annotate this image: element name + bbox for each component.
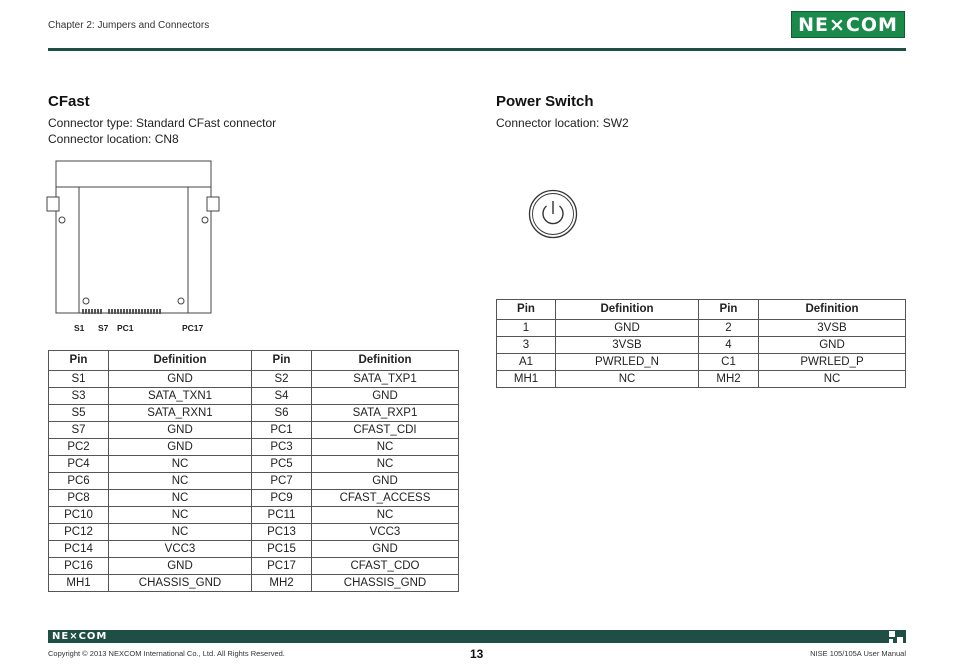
cfast-pin-table [48, 350, 459, 592]
table-header-row [49, 351, 459, 371]
header-definition: Definition [759, 300, 906, 320]
nexcom-logo: NE⨯COM [791, 11, 905, 38]
table-row: MH1 NC MH2 NC [497, 371, 906, 388]
table-header-row [497, 300, 906, 320]
table-row: PC6 NC PC7 GND [49, 473, 459, 490]
header-definition: Definition [312, 351, 459, 371]
header-pin: Pin [497, 300, 556, 320]
power-switch-pin-table [496, 299, 906, 388]
cfast-connector-diagram [40, 156, 220, 336]
power-connector-location: Connector location: SW2 [496, 116, 629, 130]
footer-bar [48, 630, 906, 643]
header-definition: Definition [109, 351, 252, 371]
page-number: 13 [470, 647, 484, 661]
table-row: PC8 NC PC9 CFAST_ACCESS [49, 490, 459, 507]
table-row: PC2 GND PC3 NC [49, 439, 459, 456]
header-pin: Pin [252, 351, 312, 371]
header-pin: Pin [49, 351, 109, 371]
copyright: Copyright © 2013 NEXCOM International Co., Ltd. All Rights Reserved. [48, 649, 285, 658]
chapter-label: Chapter 2: Jumpers and Connectors [48, 20, 210, 31]
label-s1: S1 [74, 323, 85, 333]
table-row: 1 GND 2 3VSB [497, 320, 906, 337]
table-row: A1 PWRLED_N C1 PWRLED_P [497, 354, 906, 371]
table-row: S5 SATA_RXN1 S6 SATA_RXP1 [49, 405, 459, 422]
manual-name: NISE 105/105A User Manual [810, 649, 906, 658]
table-row: PC4 NC PC5 NC [49, 456, 459, 473]
header-definition: Definition [556, 300, 699, 320]
power-switch-title: Power Switch [496, 93, 594, 110]
label-pc1: PC1 [117, 323, 134, 333]
table-row: S3 SATA_TXN1 S4 GND [49, 388, 459, 405]
table-row: PC10 NC PC11 NC [49, 507, 459, 524]
header-pin: Pin [699, 300, 759, 320]
table-row: 3 3VSB 4 GND [497, 337, 906, 354]
table-row: S1 GND S2 SATA_TXP1 [49, 371, 459, 388]
cfast-connector-type: Connector type: Standard CFast connector [48, 116, 277, 130]
header-rule [48, 48, 906, 51]
cfast-title: CFast [48, 93, 90, 110]
label-pc17: PC17 [182, 323, 204, 333]
cfast-connector-location: Connector location: CN8 [48, 132, 179, 146]
table-row: S7 GND PC1 CFAST_CDI [49, 422, 459, 439]
table-row: PC14 VCC3 PC15 GND [49, 541, 459, 558]
footer-squares-icon [888, 630, 906, 643]
table-row: PC12 NC PC13 VCC3 [49, 524, 459, 541]
power-button-icon [528, 189, 578, 239]
table-row: PC16 GND PC17 CFAST_CDO [49, 558, 459, 575]
label-s7: S7 [98, 323, 109, 333]
footer-logo: NE⨯COM [52, 631, 108, 642]
table-row: MH1 CHASSIS_GND MH2 CHASSIS_GND [49, 575, 459, 592]
